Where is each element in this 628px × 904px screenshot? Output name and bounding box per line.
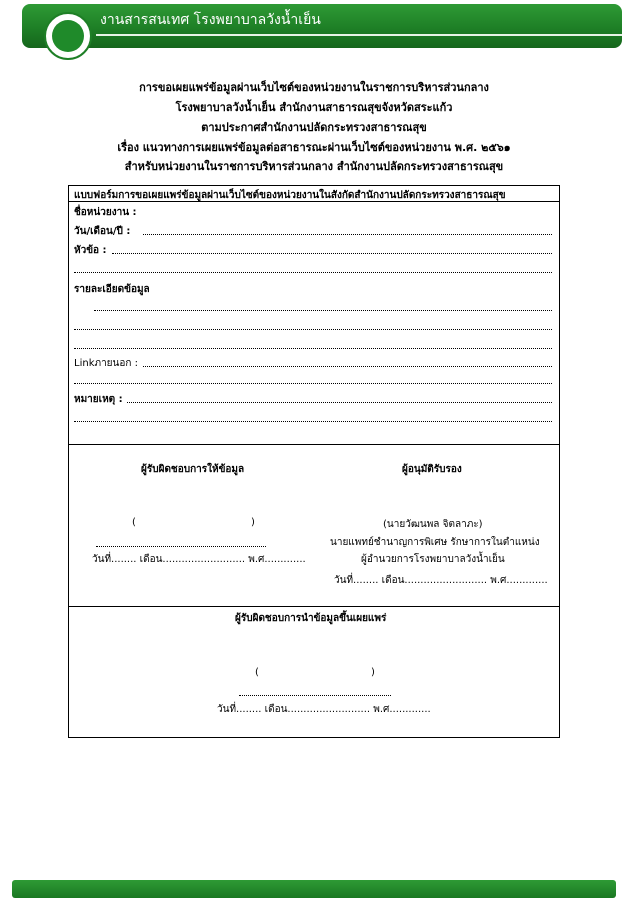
- publisher-paren-close: ): [371, 667, 375, 678]
- detail-field-line-3[interactable]: [74, 348, 552, 349]
- detail-field-line-2[interactable]: [74, 329, 552, 330]
- date-label: วัน/เดือน/ปี :: [74, 226, 131, 237]
- publisher-title: ผู้รับผิดชอบการนำข้อมูลขึ้นเผยแพร่: [235, 613, 387, 624]
- heading-line-4: เรื่อง แนวทางการเผยแพร่ข้อมูลต่อสาธารณะผ่านเว็บไซต์ของหน่วยงาน พ.ศ. ๒๕๖๑: [117, 141, 511, 154]
- header-underline: [96, 34, 622, 36]
- link-field[interactable]: [143, 366, 552, 367]
- note-field[interactable]: [127, 402, 552, 403]
- responsible-signature-line[interactable]: [96, 546, 266, 547]
- approver-position-2: ผู้อำนวยการโรงพยาบาลวังน้ำเย็น: [361, 554, 505, 565]
- detail-field-line-1[interactable]: [94, 310, 552, 311]
- topic-label: หัวข้อ :: [74, 245, 107, 256]
- agency-label: ชื่อหน่วยงาน :: [74, 207, 137, 218]
- form-title: แบบฟอร์มการขอเผยแพร่ข้อมูลผ่านเว็บไซต์ของหน่วยงานในสังกัดสำนักงานปลัดกระทรวงสาธารณสุข: [74, 190, 506, 201]
- heading-line-1: การขอเผยแพร่ข้อมูลผ่านเว็บไซต์ของหน่วยงานในราชการบริหารส่วนกลาง: [139, 81, 489, 94]
- link-field-line-2[interactable]: [74, 383, 552, 384]
- approver-position-1: นายแพทย์ชำนาญการพิเศษ รักษาการในตำแหน่ง: [330, 537, 540, 548]
- responsible-title: ผู้รับผิดชอบการให้ข้อมูล: [141, 464, 245, 475]
- request-form: [68, 185, 560, 738]
- ministry-logo: [44, 12, 92, 60]
- approver-name: (นายวัฒนพล จิตลาภะ): [383, 519, 483, 530]
- form-title-divider: [69, 201, 559, 202]
- publisher-paren-open: (: [255, 667, 259, 678]
- section-divider-1: [69, 444, 559, 445]
- link-label: Linkภายนอก :: [74, 358, 138, 369]
- date-field[interactable]: [143, 234, 552, 235]
- detail-label: รายละเอียดข้อมูล: [74, 284, 150, 295]
- header-title: งานสารสนเทศ โรงพยาบาลวังน้ำเย็น: [100, 12, 321, 28]
- note-field-line-2[interactable]: [74, 421, 552, 422]
- heading-line-2: โรงพยาบาลวังน้ำเย็น สำนักงานสาธารณสุขจังหวัดสระแก้ว: [175, 101, 453, 114]
- topic-field-line-2[interactable]: [74, 272, 552, 273]
- responsible-date: วันที่........ เดือน.......................... พ.ศ.............: [92, 554, 306, 565]
- publisher-signature-line[interactable]: [239, 695, 391, 696]
- ministry-emblem-icon: [52, 20, 84, 52]
- note-label: หมายเหตุ :: [74, 394, 123, 405]
- responsible-paren-open: (: [132, 517, 136, 528]
- approver-date: วันที่........ เดือน.......................... พ.ศ.............: [334, 575, 548, 586]
- responsible-paren-close: ): [251, 517, 255, 528]
- approver-title: ผู้อนุมัติรับรอง: [402, 464, 462, 475]
- heading-line-3: ตามประกาศสำนักงานปลัดกระทรวงสาธารณสุข: [201, 121, 427, 134]
- topic-field[interactable]: [112, 253, 552, 254]
- section-divider-2: [69, 606, 559, 607]
- footer-bar: [12, 880, 616, 898]
- publisher-date: วันที่........ เดือน.......................... พ.ศ.............: [217, 704, 431, 715]
- heading-line-5: สำหรับหน่วยงานในราชการบริหารส่วนกลาง สำนักงานปลัดกระทรวงสาธารณสุข: [124, 160, 504, 173]
